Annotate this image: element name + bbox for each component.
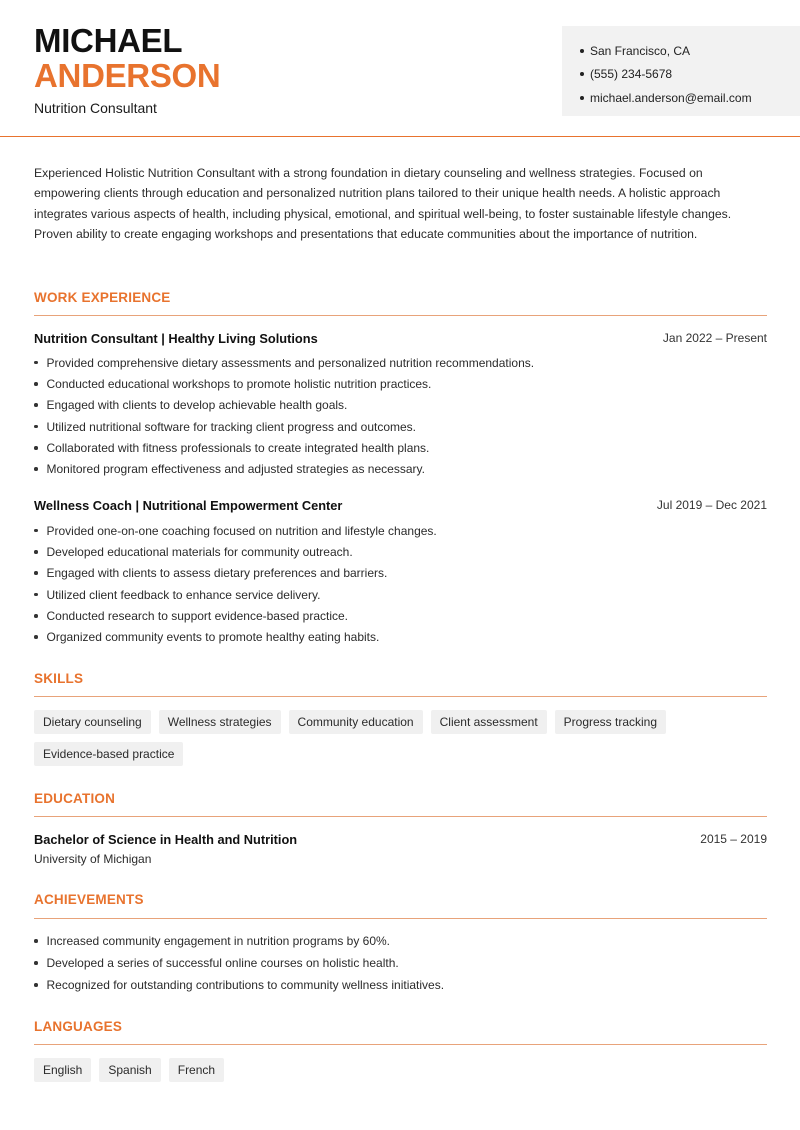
bullet-text: Increased community engagement in nutrition programs by 60%.: [46, 934, 391, 948]
bullet-icon: [34, 983, 38, 987]
work-experience-heading: WORK EXPERIENCE: [34, 290, 171, 305]
bullet-text: Developed educational materials for community outreach.: [46, 544, 353, 559]
contact-box: [562, 26, 800, 116]
skill-chip: Dietary counseling: [34, 710, 151, 734]
language-chip: English: [34, 1058, 91, 1082]
bullet-text: Developed a series of successful online courses on holistic health.: [46, 956, 399, 970]
bullet-icon: [34, 403, 38, 407]
list-item: [34, 952, 444, 974]
list-item: [34, 974, 444, 996]
bullet-icon: [34, 593, 38, 597]
job-role: Nutrition Consultant: [34, 100, 157, 116]
bullet-text: Conducted educational workshops to promote holistic nutrition practices.: [46, 376, 432, 391]
contact-email: [580, 86, 800, 110]
candidate-name: [34, 24, 220, 92]
bullet-icon: [580, 72, 584, 76]
bullet-text: Recognized for outstanding contributions to community wellness initiatives.: [46, 978, 445, 992]
education-date: 2015 – 2019: [700, 832, 767, 846]
bullet-text: Utilized client feedback to enhance service delivery.: [46, 587, 321, 602]
section-divider: [34, 816, 767, 817]
bullet-icon: [580, 96, 584, 100]
languages-heading: LANGUAGES: [34, 1019, 123, 1034]
contact-email-text: michael.anderson@email.com: [590, 90, 752, 105]
list-item: [34, 584, 437, 605]
education-school: University of Michigan: [34, 852, 152, 866]
bullet-icon: [34, 361, 38, 365]
skill-chip: Progress tracking: [555, 710, 666, 734]
bullet-icon: [34, 446, 38, 450]
contact-location-text: San Francisco, CA: [590, 43, 691, 58]
contact-location: [580, 39, 800, 63]
bullet-icon: [34, 382, 38, 386]
list-item: [34, 541, 437, 562]
profile-summary: Experienced Holistic Nutrition Consultant with a strong foundation in dietary counseling and wellness strategies. Focused on empowering clients through education and personalized nutrition plans tailored to their unique health needs. A holistic approach integrates various aspects of health, including physical, emotional, and spiritual well-being, to foster sustainable lifestyle changes. Proven ability to create engaging workshops and presentations that educate communities about the importance of nutrition.: [34, 166, 732, 242]
list-item: [34, 395, 534, 416]
achievements-list: [34, 930, 444, 996]
bullet-icon: [34, 635, 38, 639]
job-date-2: Jul 2019 – Dec 2021: [656, 498, 767, 512]
resume-header: [0, 0, 800, 137]
contact-phone-text: (555) 234-5678: [590, 67, 673, 82]
bullet-text: Collaborated with fitness professionals to create integrated health plans.: [46, 440, 430, 455]
skill-chip: Community education: [289, 710, 423, 734]
job-date-1: Jan 2022 – Present: [662, 331, 767, 345]
section-divider: [34, 696, 767, 697]
list-item: [34, 930, 444, 952]
list-item: [34, 520, 437, 541]
section-divider: [34, 1044, 767, 1045]
bullet-text: Engaged with clients to develop achievable health goals.: [46, 398, 348, 413]
bullet-text: Utilized nutritional software for tracking client progress and outcomes.: [46, 419, 417, 434]
list-item: [34, 458, 534, 479]
bullet-icon: [34, 529, 38, 533]
bullet-text: Provided one-on-one coaching focused on nutrition and lifestyle changes.: [46, 523, 437, 538]
skill-chip: Client assessment: [431, 710, 547, 734]
list-item: [34, 563, 437, 584]
section-divider: [34, 918, 767, 919]
language-chip: French: [169, 1058, 224, 1082]
skill-chip: Wellness strategies: [159, 710, 281, 734]
bullet-icon: [34, 571, 38, 575]
achievements-heading: ACHIEVEMENTS: [34, 892, 144, 907]
job-2-bullets: [34, 520, 437, 648]
skills-heading: SKILLS: [34, 671, 84, 686]
languages-list: [34, 1058, 774, 1082]
bullet-icon: [34, 467, 38, 471]
bullet-icon: [34, 550, 38, 554]
bullet-text: Organized community events to promote healthy eating habits.: [46, 630, 380, 645]
list-item: [34, 352, 534, 373]
bullet-icon: [34, 614, 38, 618]
list-item: [34, 605, 437, 626]
bullet-text: Conducted research to support evidence-based practice.: [46, 608, 349, 623]
job-title-2: Wellness Coach | Nutritional Empowerment Center: [34, 498, 343, 513]
list-item: [34, 416, 534, 437]
list-item: [34, 437, 534, 458]
bullet-text: Provided comprehensive dietary assessments and personalized nutrition recommendations.: [46, 355, 535, 370]
skill-chip: Evidence-based practice: [34, 742, 183, 766]
bullet-text: Monitored program effectiveness and adjusted strategies as necessary.: [46, 462, 425, 477]
bullet-icon: [34, 961, 38, 965]
job-title-1: Nutrition Consultant | Healthy Living Solutions: [34, 331, 318, 346]
bullet-icon: [580, 49, 584, 53]
contact-phone: [580, 63, 800, 87]
bullet-icon: [34, 425, 38, 429]
bullet-text: Engaged with clients to assess dietary preferences and barriers.: [46, 566, 388, 581]
first-name: MICHAEL: [34, 22, 183, 59]
skills-list: [34, 710, 774, 766]
language-chip: Spanish: [99, 1058, 160, 1082]
bullet-icon: [34, 939, 38, 943]
education-heading: EDUCATION: [34, 791, 116, 806]
education-degree: Bachelor of Science in Health and Nutrition: [34, 832, 298, 847]
last-name: ANDERSON: [34, 57, 221, 94]
job-1-bullets: [34, 352, 534, 480]
section-divider: [34, 315, 767, 316]
list-item: [34, 626, 437, 647]
list-item: [34, 373, 534, 394]
